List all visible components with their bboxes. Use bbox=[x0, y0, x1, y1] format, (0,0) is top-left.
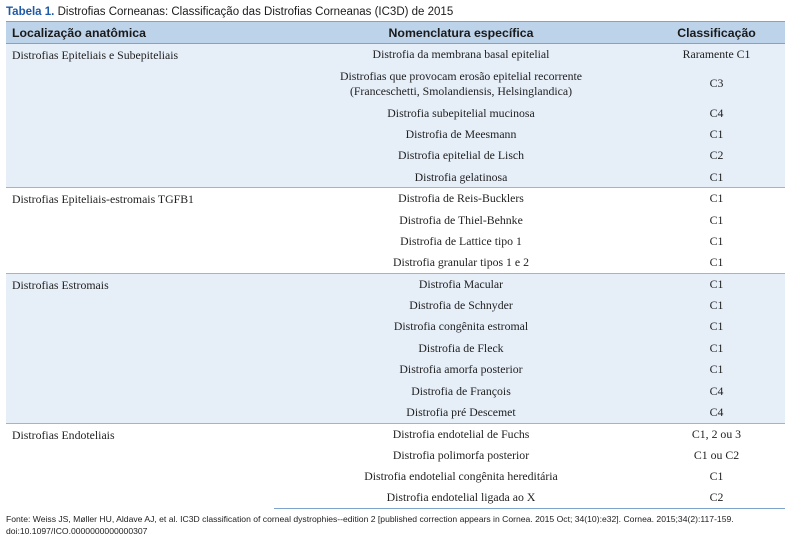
nomenclature-cell: Distrofia de Schnyder bbox=[274, 295, 648, 316]
nomenclature-cell: Distrofia Macular bbox=[274, 274, 648, 295]
nomenclature-cell: Distrofia congênita estromal bbox=[274, 316, 648, 337]
table-container bbox=[6, 4, 785, 537]
classification-cell: Raramente C1 bbox=[648, 44, 785, 65]
table-row bbox=[6, 44, 785, 65]
table-caption bbox=[6, 4, 785, 21]
group-stromal bbox=[6, 274, 785, 424]
nomenclature-cell: Distrofia endotelial de Fuchs bbox=[274, 423, 648, 444]
classification-cell: C1 bbox=[648, 316, 785, 337]
nomenclature-cell: Distrofia de Meesmann bbox=[274, 124, 648, 145]
classification-cell: C4 bbox=[648, 380, 785, 401]
classification-cell: C2 bbox=[648, 487, 785, 508]
nomenclature-cell: Distrofia de Thiel-Behnke bbox=[399, 212, 523, 227]
group-location: Distrofias Epiteliais-estromais TGFB1 bbox=[6, 188, 274, 274]
classification-cell: C1 bbox=[709, 255, 724, 270]
classification-cell: C4 bbox=[648, 102, 785, 123]
nomenclature-cell bbox=[274, 65, 648, 103]
classification-cell: C1, 2 ou 3 bbox=[648, 423, 785, 444]
classification-cell: C3 bbox=[648, 65, 785, 103]
nomenclature-cell: Distrofia pré Descemet bbox=[274, 402, 648, 423]
classification-cell: C1 bbox=[648, 274, 785, 295]
nomenclature-cell: Distrofia endotelial ligada ao X bbox=[274, 487, 648, 508]
classification-cell: C1 bbox=[709, 212, 724, 227]
nomenclature-cell: Distrofia amorfa posterior bbox=[274, 359, 648, 380]
group-epithelial-stromal bbox=[6, 188, 785, 274]
nomenclature-cell: Distrofia de Lattice tipo 1 bbox=[400, 233, 522, 248]
nomenclature-cell: Distrofia endotelial congênita hereditária bbox=[364, 469, 558, 484]
classification-cell: C1 bbox=[709, 233, 724, 248]
classification-cell: C1 bbox=[709, 469, 724, 484]
classification-cell: C1 bbox=[648, 359, 785, 380]
classification-cell: C1 bbox=[648, 338, 785, 359]
group-location: Distrofias Estromais bbox=[6, 274, 274, 424]
header-row bbox=[6, 22, 785, 44]
source-line-1: Fonte: Weiss JS, Møller HU, Aldave AJ, et al. IC3D classification of corneal dystrophies--edition 2 [published correction appears in Cornea. 2015 Oct; 34(10):e32]. Cornea. 2015;34(2):117-159. bbox=[6, 514, 734, 525]
nomenclature-cell: Distrofia de Reis-Bucklers bbox=[274, 188, 648, 209]
nomenclature-line-1: Distrofias que provocam erosão epitelial recorrente bbox=[339, 68, 583, 83]
nomenclature-cell: Distrofia epitelial de Lisch bbox=[274, 145, 648, 166]
source-line-2: doi:10.1097/ICO.0000000000000307 bbox=[6, 526, 148, 537]
nomenclature-cell: Distrofia subepitelial mucinosa bbox=[274, 102, 648, 123]
source-note bbox=[6, 513, 785, 537]
classification-cell: C4 bbox=[648, 402, 785, 423]
group-location: Distrofias Endoteliais bbox=[6, 423, 274, 509]
classification-cell: C1 bbox=[648, 167, 785, 188]
table-row bbox=[6, 423, 785, 444]
classification-cell: C1 bbox=[648, 124, 785, 145]
group-endothelial bbox=[6, 423, 785, 509]
group-location: Distrofias Epiteliais e Subepiteliais bbox=[6, 44, 274, 188]
table-row bbox=[6, 188, 785, 209]
table-title: Distrofias Corneanas: Classificação das Distrofias Corneanas (IC3D) de 2015 bbox=[57, 6, 454, 18]
nomenclature-cell: Distrofia de Fleck bbox=[274, 338, 648, 359]
nomenclature-line-2: (Franceschetti, Smolandiensis, Helsinglandica) bbox=[349, 83, 573, 98]
nomenclature-cell: Distrofia da membrana basal epitelial bbox=[274, 44, 648, 65]
table-row bbox=[6, 274, 785, 295]
classification-cell: C2 bbox=[648, 145, 785, 166]
table-label: Tabela 1. bbox=[6, 6, 55, 18]
nomenclature-cell: Distrofia granular tipos 1 e 2 bbox=[393, 255, 529, 270]
nomenclature-cell: Distrofia polimorfa posterior bbox=[392, 447, 530, 462]
nomenclature-cell: Distrofia gelatinosa bbox=[274, 167, 648, 188]
header-location: Localização anatômica bbox=[6, 22, 274, 44]
header-nomenclature: Nomenclatura específica bbox=[274, 22, 648, 44]
classification-cell: C1 bbox=[648, 188, 785, 209]
dystrophy-table bbox=[6, 21, 785, 509]
classification-cell: C1 ou C2 bbox=[693, 447, 740, 462]
classification-cell: C1 bbox=[648, 295, 785, 316]
nomenclature-cell: Distrofia de François bbox=[274, 380, 648, 401]
header-classification: Classificação bbox=[648, 22, 785, 44]
group-epithelial-subepithelial bbox=[6, 44, 785, 188]
